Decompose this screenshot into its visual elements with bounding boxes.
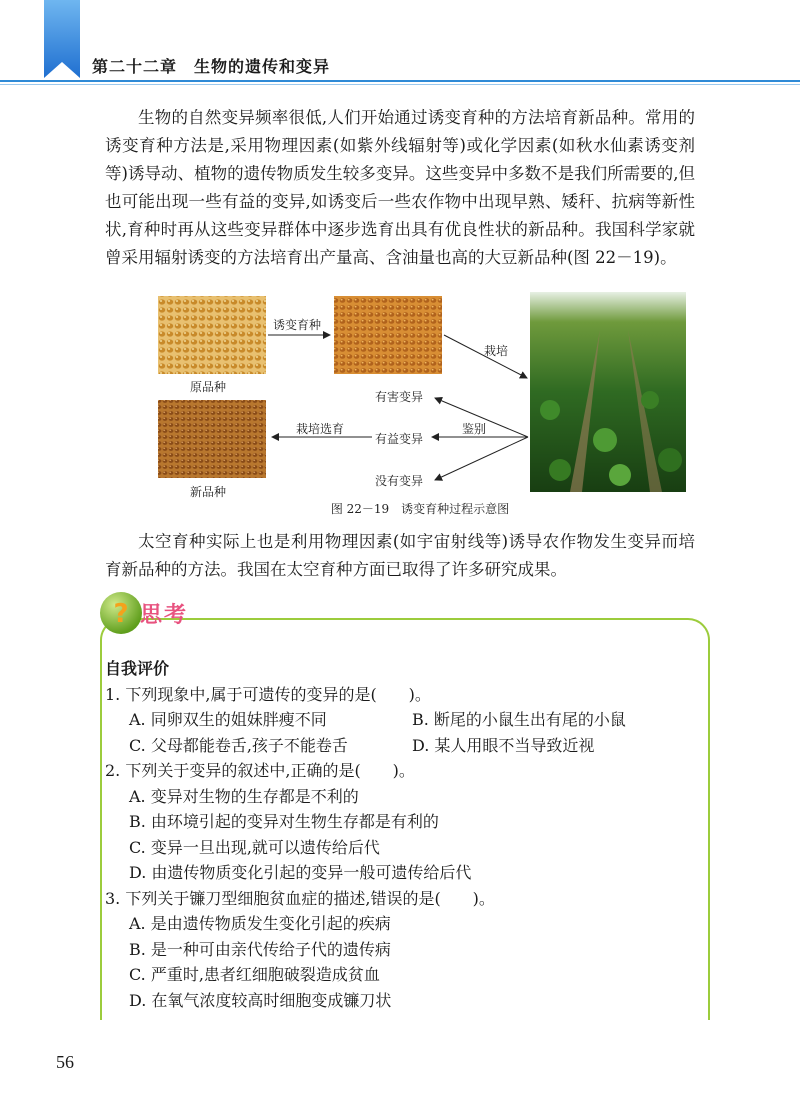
question-1-options-row-2 — [105, 733, 695, 759]
question-1: 1. 下列现象中,属于可遗传的变异的是( )。 — [105, 684, 431, 704]
figure-caption: 图 22－19 诱变育种过程示意图 — [330, 502, 510, 516]
question-2: 2. 下列关于变异的叙述中,正确的是( )。 — [105, 761, 415, 780]
label-new-variety: 新品种 — [190, 485, 227, 499]
mutated-seeds-image — [334, 296, 442, 374]
paragraph-text: 太空育种实际上也是利用物理因素(如宇宙射线等)诱导农作物发生变异而培育新品种的方法。我国在太空育种方面已取得了许多研究成果。 — [105, 532, 695, 579]
bookmark-icon — [44, 0, 80, 78]
section-heading: 自我评价 — [105, 659, 170, 678]
original-seeds-image — [158, 296, 266, 374]
self-evaluation — [105, 656, 695, 1013]
label-original-variety: 原品种 — [190, 380, 227, 394]
think-title: 思考 — [140, 603, 189, 628]
label-beneficial-variation: 有益变异 — [375, 432, 424, 446]
option: B. 断尾的小鼠生出有尾的小鼠 — [412, 710, 626, 729]
option: B. 是一种可由亲代传给子代的遗传病 — [129, 939, 391, 959]
option: D. 由遗传物质变化引起的变异一般可遗传给后代 — [129, 863, 472, 882]
soybean-field-image — [530, 292, 686, 492]
option: C. 严重时,患者红细胞破裂造成贫血 — [129, 965, 380, 984]
option: A. 同卵双生的姐妹胖瘦不同 — [129, 710, 327, 729]
question-badge-icon — [98, 590, 144, 636]
header-divider-thin — [0, 84, 800, 85]
label-no-variation: 没有变异 — [375, 474, 424, 488]
question-1-options-row-1 — [105, 707, 695, 733]
label-select-cultivate: 栽培选育 — [296, 422, 345, 436]
question-3: 3. 下列关于镰刀型细胞贫血症的描述,错误的是( )。 — [105, 888, 495, 908]
option: C. 父母都能卷舌,孩子不能卷舌 — [129, 735, 348, 755]
label-identify: 鉴别 — [462, 422, 487, 436]
option: D. 在氧气浓度较高时细胞变成镰刀状 — [129, 990, 392, 1010]
page-number: 56 — [56, 1052, 74, 1072]
body-paragraph-1 — [105, 104, 695, 272]
option: B. 由环境引起的变异对生物生存都是有利的 — [129, 812, 439, 831]
svg-text:?: ? — [113, 599, 129, 629]
new-variety-seeds-image — [158, 400, 266, 478]
paragraph-text: 生物的自然变异频率很低,人们开始通过诱变育种的方法培育新品种。常用的诱变育种方法是,采用物理因素(如紫外线辐射等)或化学因素(如秋水仙素诱变剂等)诱导动、植物的遗传物质发生较多变异。这些变异中多数不是我们所需要的,但也可能出现一些有益的变异,如诱变后一些农作物中出现早熟、矮秆、抗病等新性状,育种时再从这些变异群体中逐步选育出具有优良性状的新品种。我国科学家就曾采用辐射诱变的方法培育出产量高、含油量也高的大豆新品种(图 22－19)。 — [105, 108, 695, 267]
label-harmful-variation: 有害变异 — [375, 390, 424, 404]
option: A. 是由遗传物质发生变化引起的疾病 — [129, 914, 391, 933]
body-paragraph-2 — [105, 528, 695, 584]
chapter-title: 第二十二章 生物的遗传和变异 — [92, 57, 331, 76]
label-mutation-breeding: 诱变育种 — [273, 318, 322, 332]
option: D. 某人用眼不当导致近视 — [412, 735, 595, 755]
header-divider — [0, 80, 800, 82]
label-cultivate: 栽培 — [484, 344, 509, 358]
option: A. 变异对生物的生存都是不利的 — [129, 786, 359, 806]
option: C. 变异一旦出现,就可以遗传给后代 — [129, 837, 380, 857]
figure-mutation-breeding — [150, 290, 690, 520]
